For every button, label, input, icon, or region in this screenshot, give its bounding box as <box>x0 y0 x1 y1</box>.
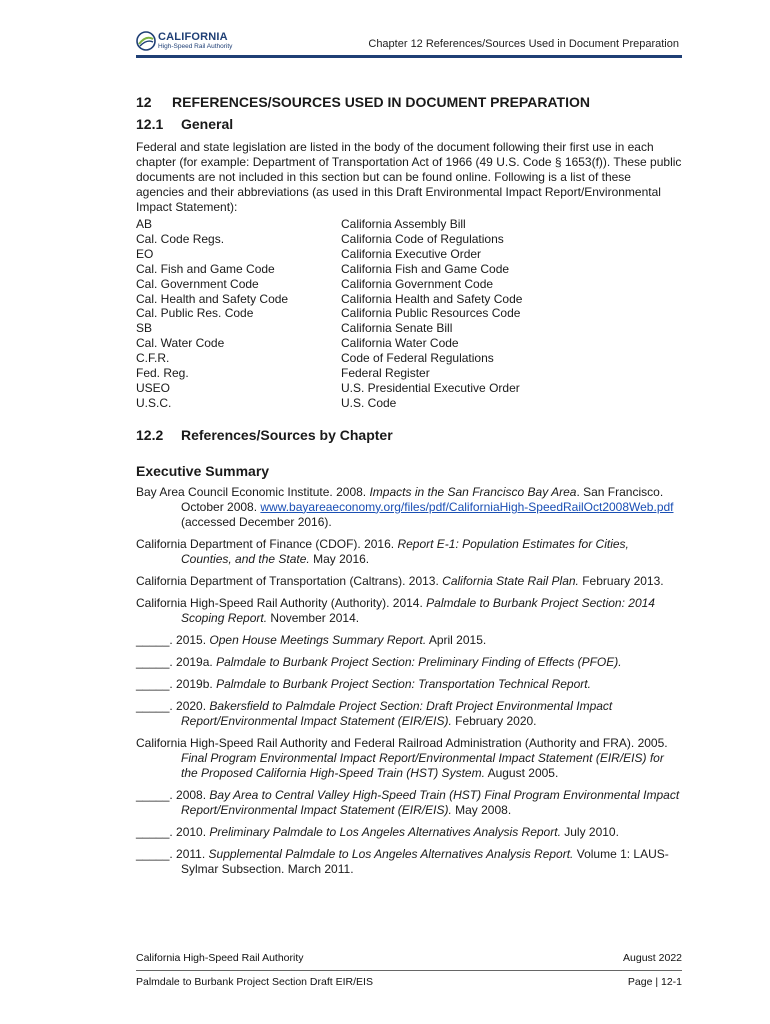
reference-text: (accessed December 2016). <box>181 514 332 529</box>
chapter-number: 12 <box>136 94 152 110</box>
reference-text: _____. 2019b. <box>136 676 217 691</box>
footer-agency: California High-Speed Rail Authority <box>136 952 304 964</box>
abbreviation-row <box>136 366 682 381</box>
reference-entry <box>136 825 682 840</box>
section-number: 12.2 <box>136 426 164 443</box>
abbreviation-key: AB <box>136 217 153 231</box>
abbreviation-row <box>136 351 682 366</box>
abbreviation-value: Federal Register <box>341 366 430 381</box>
reference-title: Report E-1: Population Estimates for Cities, Counties, and the State. <box>181 536 629 566</box>
reference-entry <box>136 736 682 781</box>
abbreviation-row <box>136 247 682 262</box>
chapter-title: REFERENCES/SOURCES USED IN DOCUMENT PREPARATION <box>172 94 590 110</box>
reference-text: California High-Speed Rail Authority (Authority). 2014. <box>136 595 427 610</box>
abbreviation-list <box>136 217 682 411</box>
reference-entry <box>136 574 682 589</box>
reference-text: July 2010. <box>560 824 619 839</box>
abbreviation-value: California Water Code <box>341 336 459 351</box>
reference-link[interactable]: www.bayareaeconomy.org/files/pdf/CaliforniaHigh-SpeedRailOct2008Web.pdf <box>260 499 674 514</box>
abbreviation-key: Fed. Reg. <box>136 366 189 381</box>
abbreviation-key: U.S.C. <box>136 395 172 410</box>
reference-text: August 2005. <box>484 765 559 780</box>
chapter-heading <box>136 94 682 116</box>
section-heading-general <box>136 116 682 136</box>
abbreviation-key: Cal. Code Regs. <box>136 231 225 246</box>
reference-title: Final Program Environmental Impact Report/Environmental Impact Statement (EIR/EIS) for the Proposed California High-Speed Train (HST) System. <box>181 750 664 780</box>
reference-title: California State Rail Plan. <box>442 573 579 588</box>
abbreviation-value: California Government Code <box>341 276 494 291</box>
abbreviation-row <box>136 217 682 232</box>
reference-text: . San Francisco. October 2008. <box>181 484 664 514</box>
reference-text: _____. 2008. <box>136 787 210 802</box>
abbreviation-key: EO <box>136 246 154 261</box>
abbreviation-key: USEO <box>136 380 171 395</box>
reference-title: Bakersfield to Palmdale Project Section: Draft Project Environmental Impact Report/Environmental Impact Statement (EIR/EIS). <box>181 698 613 728</box>
abbreviation-key: Cal. Government Code <box>136 276 259 291</box>
abbreviation-value: U.S. Code <box>341 395 397 410</box>
main-content <box>136 94 682 884</box>
section-title: References/Sources by Chapter <box>181 426 393 443</box>
running-header: Chapter 12 References/Sources Used in Document Preparation <box>368 38 679 50</box>
abbreviation-row <box>136 381 682 396</box>
reference-list <box>136 485 682 877</box>
reference-text: February 2013. <box>578 573 664 588</box>
hsr-logo-icon <box>136 31 156 51</box>
reference-entry <box>136 699 682 729</box>
reference-entry <box>136 485 682 530</box>
header-rule <box>136 55 682 58</box>
footer-rule <box>136 970 682 971</box>
reference-title: Palmdale to Burbank Project Section: Transportation Technical Report. <box>216 676 591 691</box>
abbreviation-row <box>136 321 682 336</box>
executive-summary-heading: Executive Summary <box>136 462 270 479</box>
reference-text: Bay Area Council Economic Institute. 2008. <box>136 484 370 499</box>
section-title: General <box>181 116 234 132</box>
abbreviation-value: Code of Federal Regulations <box>341 351 494 366</box>
cahsr-logo <box>136 30 256 52</box>
abbreviation-row <box>136 336 682 351</box>
reference-text: California High-Speed Rail Authority and Federal Railroad Administration (Authority and FRA). 2005. <box>136 735 668 750</box>
section-number: 12.1 <box>136 116 164 132</box>
reference-title: Open House Meetings Summary Report. <box>209 632 427 647</box>
reference-text: May 2016. <box>309 551 370 566</box>
abbreviation-key: Cal. Health and Safety Code <box>136 291 289 306</box>
footer-date: August 2022 <box>623 952 682 964</box>
abbreviation-value: California Executive Order <box>341 246 482 261</box>
reference-entry <box>136 788 682 818</box>
footer-document-title: Palmdale to Burbank Project Section Draft EIR/EIS <box>136 976 373 988</box>
reference-text: February 2020. <box>451 713 537 728</box>
abbreviation-value: California Assembly Bill <box>341 217 466 231</box>
reference-text: April 2015. <box>426 632 487 647</box>
reference-entry <box>136 847 682 877</box>
reference-title: Supplemental Palmdale to Los Angeles Alternatives Analysis Report. <box>208 846 574 861</box>
abbreviation-value: U.S. Presidential Executive Order <box>341 380 520 395</box>
logo-name: CALIFORNIA <box>158 31 228 43</box>
general-paragraph: Federal and state legislation are listed in the body of the document following their first use in each chapter (for example: Department of Transportation Act of 1966 (49 U.S. Code § 1653(f)). These public documents are not included in this section but can be found online. Following is a list of these agencies and their abbreviations (as used in this Draft Environmental Impact Report/Environmental Impact Statement): <box>136 140 682 214</box>
abbreviation-row <box>136 396 682 411</box>
reference-title: Bay Area to Central Valley High-Speed Train (HST) Final Program Environmental Impact Report/Environmental Impact Statement (EIR/EIS). <box>181 787 680 817</box>
reference-entry <box>136 537 682 567</box>
reference-entry <box>136 655 682 670</box>
abbreviation-value: California Code of Regulations <box>341 231 504 246</box>
reference-entry <box>136 633 682 648</box>
reference-text: _____. 2015. <box>136 632 210 647</box>
reference-text: _____. 2019a. <box>136 654 217 669</box>
reference-entry <box>136 596 682 626</box>
reference-title: Preliminary Palmdale to Los Angeles Alternatives Analysis Report. <box>209 824 561 839</box>
abbreviation-key: SB <box>136 321 153 336</box>
reference-title: Impacts in the San Francisco Bay Area <box>369 484 577 499</box>
abbreviation-row <box>136 306 682 321</box>
abbreviation-value: California Health and Safety Code <box>341 291 523 306</box>
reference-text: _____. 2010. <box>136 824 210 839</box>
reference-text: Volume 1: LAUS-Sylmar Subsection. March 2011. <box>181 846 669 876</box>
abbreviation-value: California Fish and Game Code <box>341 261 510 276</box>
abbreviation-key: C.F.R. <box>136 351 170 366</box>
section-heading-by-chapter <box>136 427 682 447</box>
reference-text: _____. 2020. <box>136 698 210 713</box>
reference-entry <box>136 677 682 692</box>
abbreviation-key: Cal. Public Res. Code <box>136 306 254 321</box>
reference-text: California Department of Transportation (Caltrans). 2013. <box>136 573 443 588</box>
reference-text: November 2014. <box>267 610 360 625</box>
abbreviation-key: Cal. Fish and Game Code <box>136 261 275 276</box>
reference-title: Palmdale to Burbank Project Section: 2014 Scoping Report. <box>181 595 655 625</box>
reference-title: Palmdale to Burbank Project Section: Preliminary Finding of Effects (PFOE). <box>216 654 622 669</box>
logo-subtitle: High-Speed Rail Authority <box>158 43 233 50</box>
reference-text: California Department of Finance (CDOF). 2016. <box>136 536 398 551</box>
reference-text: _____. 2011. <box>136 846 209 861</box>
abbreviation-value: California Public Resources Code <box>341 306 521 321</box>
abbreviation-row <box>136 232 682 247</box>
abbreviation-key: Cal. Water Code <box>136 336 225 351</box>
abbreviation-row <box>136 292 682 307</box>
abbreviation-row <box>136 277 682 292</box>
page-number: Page | 12-1 <box>627 976 682 988</box>
reference-text: May 2008. <box>451 802 512 817</box>
abbreviation-value: California Senate Bill <box>341 321 453 336</box>
abbreviation-row <box>136 262 682 277</box>
